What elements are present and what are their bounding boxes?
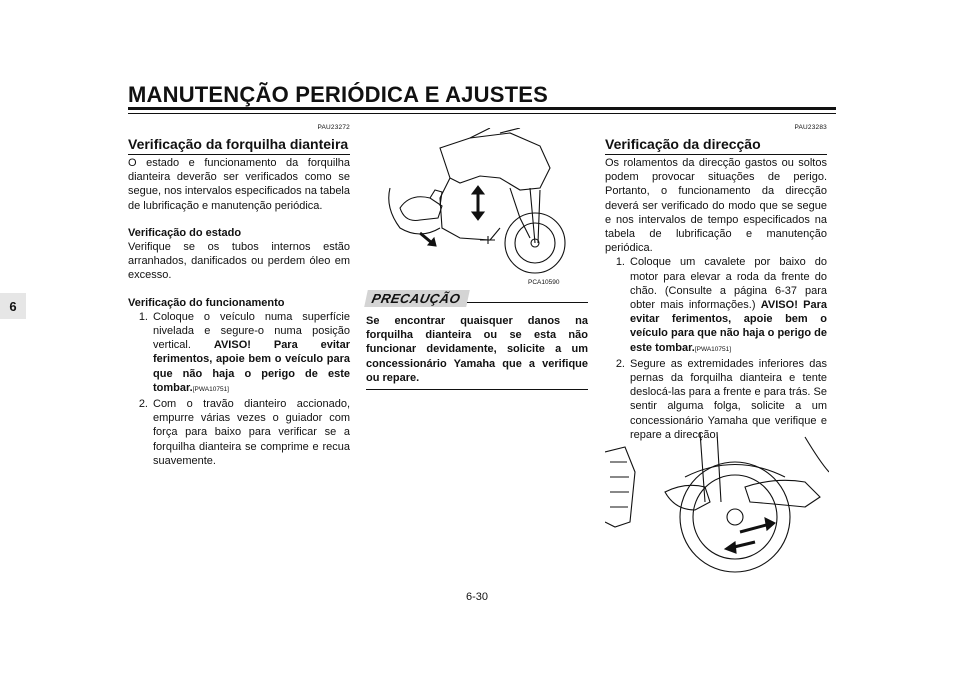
caution-rule — [467, 302, 588, 303]
list-number: 2. — [138, 398, 148, 411]
intro-paragraph: O estado e funcionamento da forquilha dianteira deverão ser verificados como se segue, nos intervalos especificados na tabela de lubrificação e manutenção periódica. — [128, 157, 350, 212]
caution-box — [366, 290, 588, 390]
caution-bottom-rule — [366, 389, 588, 390]
figure-code: PCA10590 — [528, 279, 560, 286]
fork-check-illustration — [380, 128, 580, 278]
section-code: PAU23283 — [794, 124, 827, 131]
heading-rule — [128, 154, 350, 155]
list-item — [605, 255, 827, 356]
list-item — [605, 357, 827, 442]
caution-label: PRECAUÇÃO — [364, 290, 470, 307]
warning-ref: [PWA10751] — [694, 345, 732, 353]
subheading-condition: Verificação do estado — [128, 226, 242, 239]
section-heading: Verificação da forquilha dianteira — [128, 136, 349, 152]
list-item — [128, 310, 350, 397]
column-fork-check — [128, 124, 350, 468]
list-item — [128, 397, 350, 468]
list-text: Com o travão dianteiro accionado, empurre várias vezes o guiador com força para baixo para verificar se a forquilha dianteira se comprime e recua suavemente. — [153, 398, 350, 467]
page-title: MANUTENÇÃO PERIÓDICA E AJUSTES — [128, 82, 548, 107]
page-number: 6-30 — [466, 591, 489, 603]
list-number: 2. — [615, 357, 625, 370]
steering-check-illustration — [605, 432, 829, 574]
header-rule-thin — [128, 113, 836, 114]
list-number: 1. — [138, 310, 148, 323]
list-number: 1. — [615, 256, 625, 269]
condition-paragraph: Verifique se os tubos internos estão arranhados, danificados ou perdem óleo em excesso. — [128, 241, 350, 282]
heading-rule — [605, 154, 827, 155]
warning-text: AVISO! Para evitar ferimentos, apoie bem o veículo para que não haja o perigo de este tombar. — [630, 299, 827, 354]
list-text: Segure as extremidades inferiores das pernas da forquilha dianteira e tente deslocá-las para a frente e para trás. Se sentir alguma folga, solicite a um concessionário Yamaha que verifique e repare a direcção. — [630, 357, 827, 441]
section-heading: Verificação da direcção — [605, 136, 761, 152]
warning-ref: [PWA10751] — [192, 385, 229, 393]
warning-text: AVISO! Para evitar ferimentos, apoie bem o veículo para que não haja o perigo de este tombar. — [153, 339, 350, 394]
caution-text: Se encontrar quaisquer danos na forquilha dianteira ou se esta não funcionar devidamente, solicite a um concessionário Yamaha que a verifique ou repare. — [366, 315, 588, 384]
list-text: Coloque o veículo numa superfície nivelada e segure-o numa posição vertical. — [153, 310, 350, 352]
section-code: PAU23272 — [317, 124, 350, 131]
chapter-tab: 6 — [0, 293, 26, 319]
subheading-operation: Verificação do funcionamento — [128, 296, 285, 309]
column-steering-check — [605, 124, 827, 442]
list-text: Coloque um cavalete por baixo do motor para elevar a roda da frente do chão. (Consulte a página 6-37 para obter mais informações.) — [630, 256, 827, 312]
intro-paragraph: Os rolamentos da direcção gastos ou soltos podem provocar situações de perigo. Portanto, o funcionamento da direcção deverá ser verificado do modo que se segue e nos intervalos de tempo especificados na tabela de lubrificação e manutenção periódica. — [605, 157, 827, 255]
header-rule — [128, 107, 836, 110]
